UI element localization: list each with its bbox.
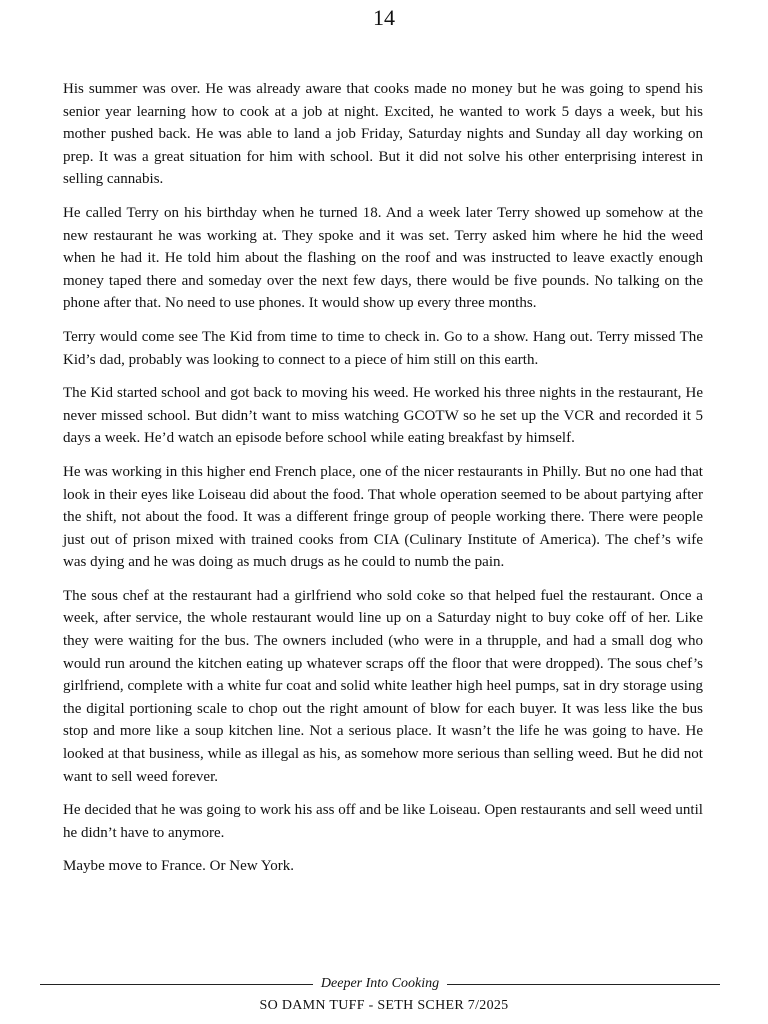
footer-divider (40, 973, 720, 995)
paragraph-4: The Kid started school and got back to moving his weed. He worked his three nights in the restaurant, He never missed school. But didn’t want to miss watching GCOTW so he set up the VCR and recorded it 5 days a week. He’d watch an episode before school while eating breakfast by himself. (63, 385, 703, 447)
chapter-body (63, 78, 703, 889)
footer-credit: SO DAMN TUFF - SETH SCHER 7/2025 (259, 998, 509, 1013)
paragraph-7: He decided that he was going to work his ass off and be like Loiseau. Open restaurants and sell weed until he didn’t have to anymore. (63, 802, 703, 841)
paragraph-1: His summer was over. He was already aware that cooks made no money but he was going to spend his senior year learning how to cook at a job at night. Excited, he wanted to work 5 days a week, but his mother pushed back. He was able to land a job Friday, Saturday nights and Sunday all day working on prep. It was a great situation for him with school. But it did not solve his other enterprising interest in selling cannabis. (63, 81, 703, 188)
paragraph-2: He called Terry on his birthday when he turned 18. And a week later Terry showed up somehow at the new restaurant he was working at. They spoke and it was set. Terry asked him where he hid the weed when he had it. He told him about the flashing on the roof and was instructed to leave exactly enough money taped there and someday over the next few days, there would be five pounds. No talking on the phone after that. No need to use phones. It would show up every three months. (63, 204, 703, 312)
page-number: 14 (373, 5, 395, 30)
paragraph-5: He was working in this higher end French place, one of the nicer restaurants in Philly. But no one had that look in their eyes like Loiseau did about the food. That whole operation seemed to be about partying after the shift, not about the food. It was a different fringe group of people working there. There were people just out of prison mixed with trained cooks from CIA (Culinary Institute of America). The chef’s wife was dying and he was doing as much drugs as he could to numb the pain. (63, 463, 703, 571)
paragraph-8: Maybe move to France. Or New York. (63, 858, 295, 875)
footer-book-title: Deeper Into Cooking (320, 976, 440, 991)
footer-rule-right (447, 984, 720, 985)
footer-rule-left (40, 984, 313, 985)
paragraph-3: Terry would come see The Kid from time to time to check in. Go to a show. Hang out. Terry missed The Kid’s dad, probably was looking to connect to a piece of him still on this earth. (63, 328, 703, 368)
paragraph-6: The sous chef at the restaurant had a girlfriend who sold coke so that helped fuel the restaurant. Once a week, after service, the whole restaurant would line up on a Saturday night to buy coke off of her. Like they were waiting for the bus. The owners included (who were in a thrupple, and had a small dog who would run around the kitchen eating up whatever scraps off the floor that were dropped). The sous chef’s girlfriend, complete with a white fur coat and solid white leather high heel pumps, sat in dry storage using the digital portioning scale to chop out the right amount of blow for each buyer. It was less like the bus stop and more like a soup kitchen line. Not a serious place. It wasn’t the life he was going to have. He looked at that business, while as illegal as his, as somehow more serious than selling weed. But he did not want to sell weed forever. (63, 587, 703, 785)
